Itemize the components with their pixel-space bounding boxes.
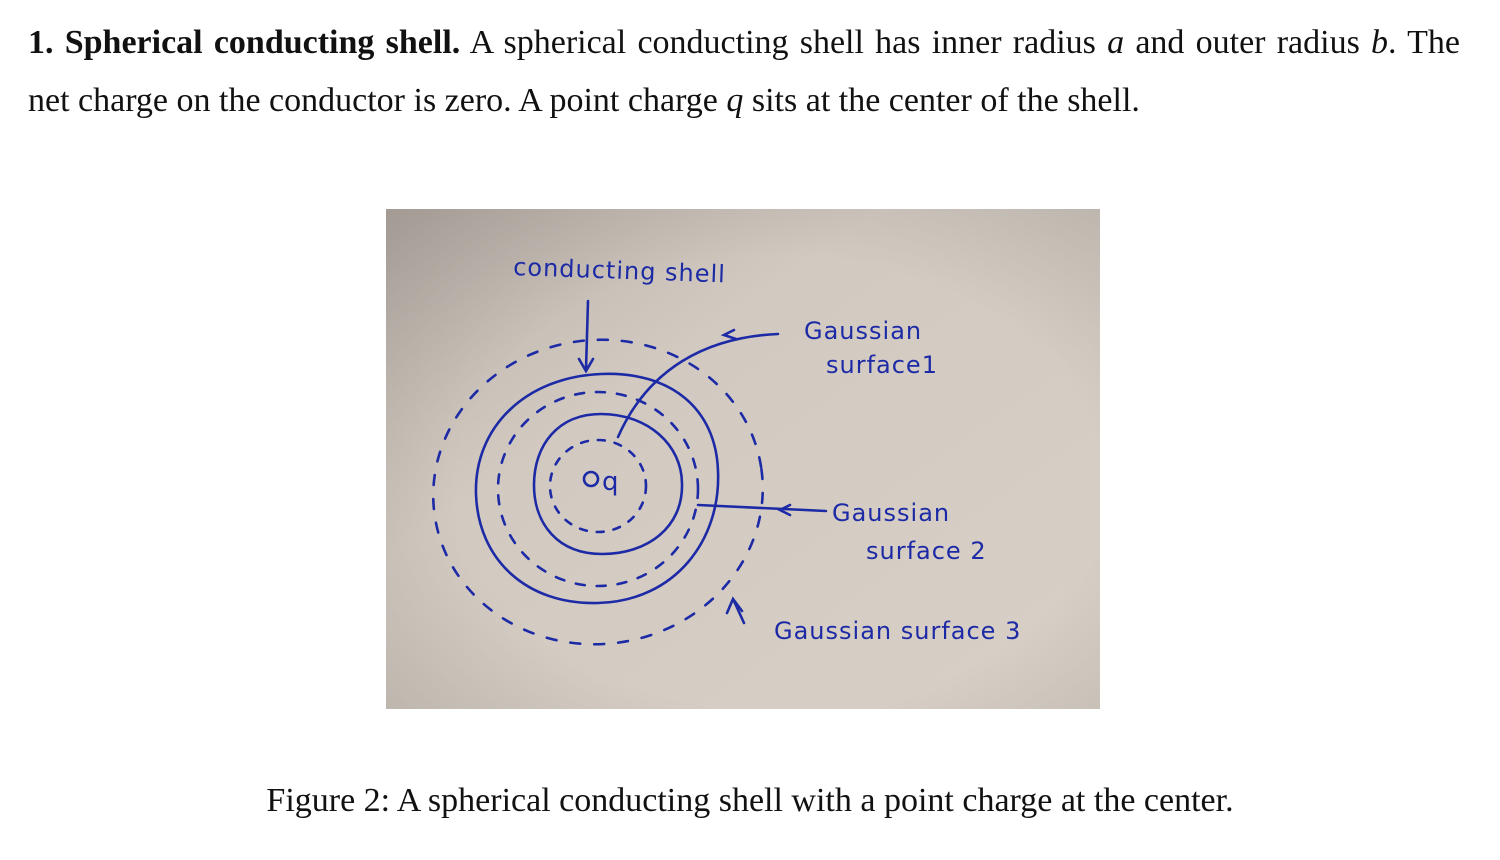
caption-label: Figure 2:: [266, 782, 391, 819]
hand-drawn-diagram: [386, 209, 1100, 709]
problem-text-3: . The net charge on the conductor is zero. A point charge: [28, 24, 1460, 119]
problem-text-1: A spherical conducting shell has inner radius: [460, 24, 1108, 61]
variable-q: q: [726, 82, 744, 119]
label-gaussian-2-line2: surface 2: [866, 537, 987, 565]
problem-number: 1.: [28, 24, 54, 61]
figure-photo: [386, 209, 1100, 709]
label-conducting-shell: conducting shell: [512, 253, 727, 289]
problem-heading: Spherical conducting shell.: [64, 24, 461, 61]
variable-b: b: [1371, 24, 1389, 61]
variable-a: a: [1107, 24, 1125, 61]
caption-text: A spherical conducting shell with a point charge at the center.: [390, 782, 1234, 819]
label-gaussian-3: Gaussian surface 3: [774, 617, 1022, 645]
label-gaussian-1-line1: Gaussian: [804, 317, 923, 345]
problem-text-2: and outer radius: [1124, 24, 1372, 61]
figure-caption: [0, 782, 1500, 820]
problem-statement: [28, 14, 1460, 130]
problem-text-4: sits at the center of the shell.: [743, 82, 1140, 119]
label-gaussian-1-line2: surface1: [826, 351, 938, 379]
label-gaussian-2-line1: Gaussian: [832, 499, 951, 527]
label-charge-q: q: [602, 467, 620, 497]
